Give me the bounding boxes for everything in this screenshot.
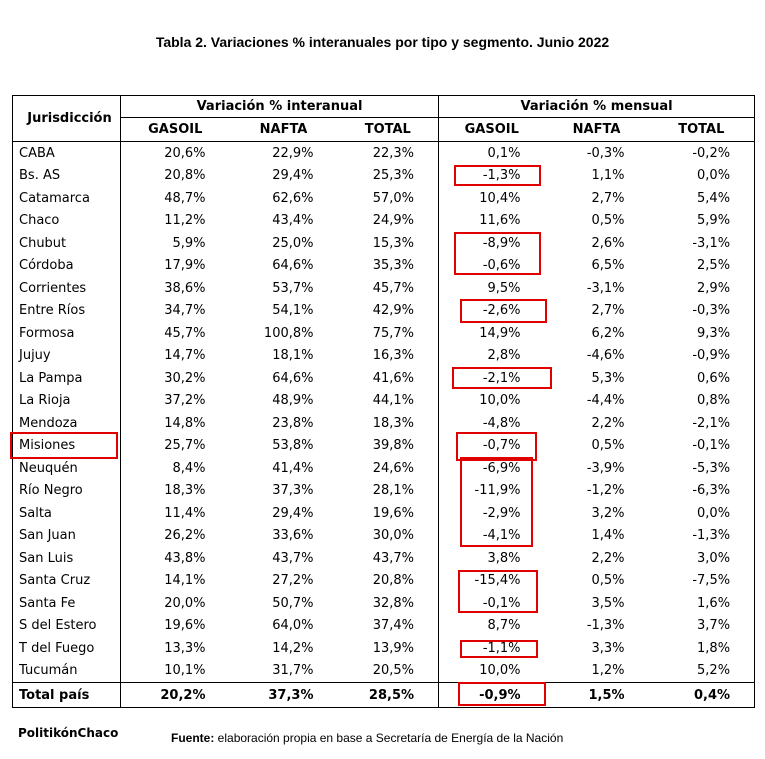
value-cell: 20,8% [164,168,206,184]
table-row [13,660,755,683]
value-cell: 11,6% [479,213,521,229]
highlight-box [460,640,538,658]
value-cell: -2,1% [482,370,521,386]
value-cell: -4,8% [482,415,521,431]
value-cell: 25,7% [164,438,206,454]
value-cell: -4,6% [586,348,625,364]
jurisdiction-name: Santa Fe [13,592,121,615]
table-row [13,277,755,300]
value-cell: 1,5% [545,683,649,708]
value-cell: 14,9% [479,325,521,341]
value-cell: 53,7% [272,280,314,296]
value-cell: 5,4% [697,190,731,206]
value-cell: 28,5% [338,683,439,708]
jurisdiction-name: Bs. AS [13,165,121,188]
total-row [13,683,755,708]
value-cell: 30,2% [164,370,206,386]
table-row [13,502,755,525]
value-cell: 10,0% [479,663,521,679]
value-cell: 64,6% [272,370,314,386]
value-cell: 2,6% [591,235,625,251]
value-cell: 0,8% [697,393,731,409]
value-cell: 37,4% [338,615,439,638]
jurisdiction-name: Entre Ríos [13,300,121,323]
value-cell: 34,7% [164,303,206,319]
value-cell: 0,5% [591,573,625,589]
value-cell: -0,9% [692,348,731,364]
table-row [13,210,755,233]
value-cell: 35,3% [338,255,439,278]
value-cell: 64,0% [272,618,314,634]
value-cell: 32,8% [338,592,439,615]
value-cell: 44,1% [338,390,439,413]
value-cell: 2,5% [697,258,731,274]
value-cell: -7,5% [692,573,731,589]
value-cell: -2,6% [482,303,521,319]
value-cell: 50,7% [272,595,314,611]
value-cell: -2,9% [482,505,521,521]
value-cell: 27,2% [272,573,314,589]
jurisdiction-name: Catamarca [13,187,121,210]
value-cell: 5,2% [697,663,731,679]
highlight-box [460,457,533,547]
value-cell: 6,5% [591,258,625,274]
jurisdiction-name: Corrientes [13,277,121,300]
value-cell: 8,4% [172,460,206,476]
value-cell: 0,1% [487,145,521,161]
value-cell: 75,7% [338,322,439,345]
jurisdiction-name: Mendoza [13,412,121,435]
value-cell: 23,8% [272,415,314,431]
jurisdiction-name: La Pampa [13,367,121,390]
value-cell: 0,0% [697,168,731,184]
table-row [13,592,755,615]
value-cell: 10,0% [479,393,521,409]
value-cell: -1,1% [482,640,521,656]
table-row [13,480,755,503]
value-cell: 3,2% [591,505,625,521]
value-cell: 14,8% [164,415,206,431]
value-cell: 48,7% [164,190,206,206]
table-row [13,570,755,593]
jurisdiction-name: Río Negro [13,480,121,503]
value-cell: 26,2% [164,528,206,544]
jurisdiction-name: Neuquén [13,457,121,480]
brand-label: PolitikónChaco [18,726,119,740]
value-cell: 42,9% [338,300,439,323]
value-cell: 20,2% [121,683,230,708]
value-cell: 37,3% [272,483,314,499]
value-cell: -6,3% [692,483,731,499]
table-row [13,457,755,480]
value-cell: 0,6% [697,370,731,386]
value-cell: -0,1% [692,438,731,454]
value-cell: 100,8% [263,325,314,341]
jurisdiction-name: San Juan [13,525,121,548]
table-row [13,412,755,435]
value-cell: 41,6% [338,367,439,390]
value-cell: 20,0% [164,595,206,611]
value-cell: 45,7% [164,325,206,341]
value-cell: 13,9% [338,637,439,660]
value-cell: 22,9% [272,145,314,161]
value-cell: 37,3% [230,683,338,708]
value-cell: 17,9% [164,258,206,274]
value-cell: 18,3% [338,412,439,435]
value-cell: -8,9% [482,235,521,251]
header-group-interanual: Variación % interanual [121,96,439,118]
value-cell: 54,1% [272,303,314,319]
value-cell: 1,4% [591,528,625,544]
value-cell: 33,6% [272,528,314,544]
value-cell: 29,4% [272,505,314,521]
jurisdiction-name: CABA [13,142,121,165]
value-cell: 5,3% [591,370,625,386]
jurisdiction-name: Jujuy [13,345,121,368]
value-cell: 22,3% [338,142,439,165]
value-cell: -0,3% [692,303,731,319]
value-cell: -5,3% [692,460,731,476]
value-cell: 0,5% [591,213,625,229]
source-text: elaboración propia en base a Secretaría de Energía de la Nación [214,731,564,745]
jurisdiction-name: Tucumán [13,660,121,683]
table-row [13,435,755,458]
value-cell: 20,8% [338,570,439,593]
table-row [13,367,755,390]
value-cell: 30,0% [338,525,439,548]
value-cell: 43,8% [164,550,206,566]
value-cell: -0,3% [586,145,625,161]
table-row [13,232,755,255]
jurisdiction-name: Chaco [13,210,121,233]
value-cell: -3,1% [692,235,731,251]
table-row [13,300,755,323]
value-cell: 1,2% [591,663,625,679]
value-cell: 8,7% [487,618,521,634]
value-cell: 14,7% [164,348,206,364]
jurisdiction-name: Misiones [13,435,121,458]
value-cell: 45,7% [338,277,439,300]
table-title: Tabla 2. Variaciones % interanuales por tipo y segmento. Junio 2022 [155,34,610,50]
value-cell: -3,1% [586,280,625,296]
value-cell: 11,2% [164,213,206,229]
value-cell: 43,7% [338,547,439,570]
value-cell: 3,7% [697,618,731,634]
value-cell: 2,2% [591,550,625,566]
highlight-box [460,299,547,323]
value-cell: 10,1% [164,663,206,679]
value-cell: 38,6% [164,280,206,296]
jurisdiction-name: T del Fuego [13,637,121,660]
value-cell: 25,3% [338,165,439,188]
subheader-cell: GASOIL [121,118,230,142]
header-jurisdiccion: Jurisdicción [13,96,121,142]
jurisdiction-name: La Rioja [13,390,121,413]
value-cell: 14,2% [272,640,314,656]
value-cell: 3,0% [697,550,731,566]
jurisdiction-name: Total país [13,683,121,708]
value-cell: -0,9% [439,683,545,708]
value-cell: 14,1% [164,573,206,589]
subheader-cell: TOTAL [649,118,755,142]
value-cell: 9,5% [487,280,521,296]
value-cell: 0,0% [697,505,731,521]
table-row [13,637,755,660]
value-cell: 43,7% [272,550,314,566]
value-cell: 2,2% [591,415,625,431]
value-cell: 1,8% [697,640,731,656]
value-cell: 0,5% [591,438,625,454]
table-row [13,187,755,210]
jurisdiction-name: Córdoba [13,255,121,278]
highlight-box [452,367,552,389]
value-cell: 3,8% [487,550,521,566]
value-cell: 20,6% [164,145,206,161]
table-row [13,525,755,548]
highlight-box [454,232,541,275]
value-cell: 1,6% [697,595,731,611]
value-cell: 24,9% [338,210,439,233]
value-cell: -0,7% [482,438,521,454]
fuel-variation-table [12,95,755,708]
value-cell: 41,4% [272,460,314,476]
value-cell: 19,6% [164,618,206,634]
jurisdiction-name: Salta [13,502,121,525]
value-cell: 9,3% [697,325,731,341]
value-cell: -0,1% [482,595,521,611]
subheader-cell: NAFTA [230,118,338,142]
value-cell: 43,4% [272,213,314,229]
subheader-cell: TOTAL [338,118,439,142]
value-cell: 37,2% [164,393,206,409]
value-cell: 18,3% [164,483,206,499]
value-cell: 29,4% [272,168,314,184]
value-cell: -4,4% [586,393,625,409]
value-cell: 57,0% [338,187,439,210]
jurisdiction-name: Formosa [13,322,121,345]
value-cell: 5,9% [697,213,731,229]
table-row [13,390,755,413]
value-cell: 2,7% [591,303,625,319]
header-group-mensual: Variación % mensual [439,96,755,118]
value-cell: 31,7% [272,663,314,679]
source-note [171,731,563,745]
value-cell: 53,8% [272,438,314,454]
value-cell: 3,3% [591,640,625,656]
value-cell: 15,3% [338,232,439,255]
value-cell: 16,3% [338,345,439,368]
value-cell: -2,1% [692,415,731,431]
value-cell: 19,6% [338,502,439,525]
table-row [13,547,755,570]
table-row [13,322,755,345]
jurisdiction-name: S del Estero [13,615,121,638]
highlight-box [458,570,538,613]
value-cell: 48,9% [272,393,314,409]
value-cell: 39,8% [338,435,439,458]
table-row [13,165,755,188]
value-cell: -1,3% [692,528,731,544]
value-cell: 24,6% [338,457,439,480]
value-cell: 64,6% [272,258,314,274]
value-cell: 2,7% [591,190,625,206]
value-cell: 1,1% [591,168,625,184]
value-cell: -0,2% [692,145,731,161]
value-cell: 0,4% [649,683,755,708]
value-cell: -3,9% [586,460,625,476]
value-cell: 13,3% [164,640,206,656]
value-cell: -4,1% [482,528,521,544]
jurisdiction-name: Santa Cruz [13,570,121,593]
value-cell: 5,9% [172,235,206,251]
value-cell: -11,9% [474,483,521,499]
table-row [13,615,755,638]
value-cell: 2,8% [487,348,521,364]
value-cell: -6,9% [482,460,521,476]
table-body [13,142,755,708]
jurisdiction-name: San Luis [13,547,121,570]
table-row [13,345,755,368]
value-cell: 3,5% [591,595,625,611]
value-cell: 28,1% [338,480,439,503]
value-cell: -1,3% [586,618,625,634]
subheader-cell: GASOIL [439,118,545,142]
highlight-box [458,682,546,706]
value-cell: 18,1% [272,348,314,364]
value-cell: -15,4% [474,573,521,589]
value-cell: 11,4% [164,505,206,521]
source-label: Fuente: [171,731,215,745]
highlight-box [10,432,118,459]
value-cell: 10,4% [479,190,521,206]
value-cell: -0,6% [482,258,521,274]
value-cell: 25,0% [272,235,314,251]
value-cell: -1,2% [586,483,625,499]
table-row [13,142,755,165]
highlight-box [454,165,541,186]
value-cell: 20,5% [338,660,439,683]
value-cell: -1,3% [482,168,521,184]
value-cell: 2,9% [697,280,731,296]
value-cell: 6,2% [591,325,625,341]
jurisdiction-name: Chubut [13,232,121,255]
value-cell: 62,6% [272,190,314,206]
subheader-cell: NAFTA [545,118,649,142]
table-row [13,255,755,278]
